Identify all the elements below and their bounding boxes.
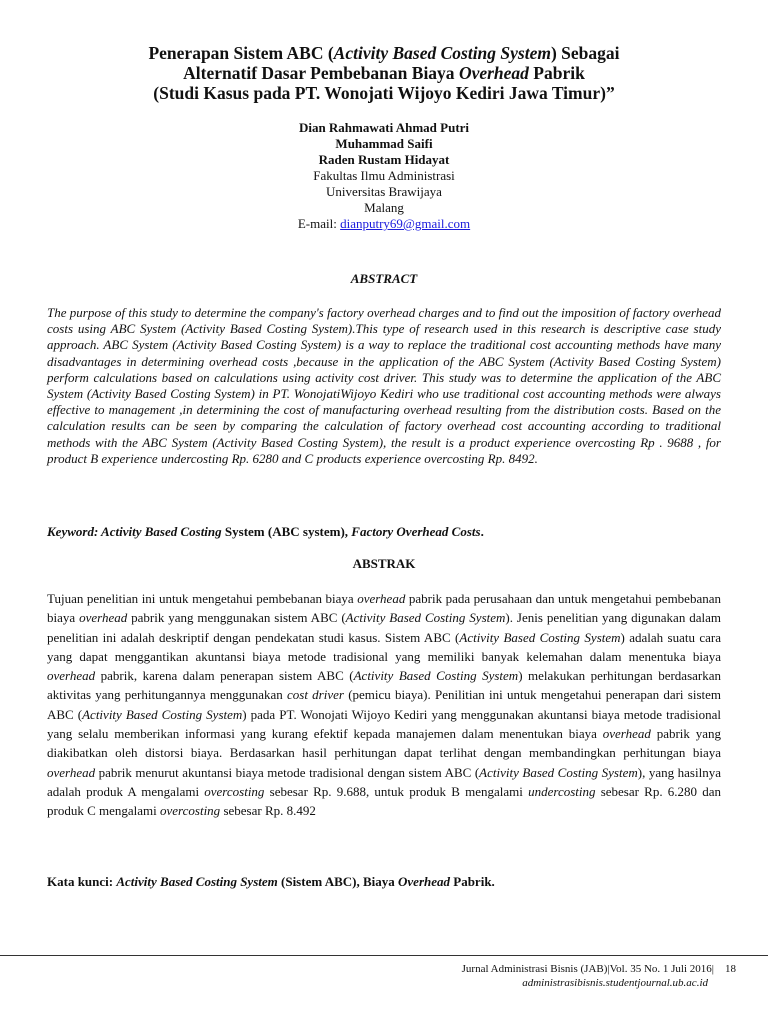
email-link[interactable]: dianputry69@gmail.com: [340, 216, 471, 231]
author-name: Muhammad Saifi: [335, 136, 433, 151]
italic-term: overcosting: [204, 783, 265, 799]
text-run: ) adalah suatu cara yang dapat menggantikan akuntansi biaya metode tradisional yang memiliki banyak kelemahan dalam menentuka biaya: [47, 629, 721, 664]
italic-term: overcosting: [160, 803, 221, 819]
keyword-line: Keyword: Activity Based Costing System (ABC system), Factory Overhead Costs.: [47, 524, 484, 539]
title-line-1: Penerapan Sistem ABC (Activity Based Costing System) Sebagai: [148, 43, 620, 63]
text-run: ). Jenis penelitian yang digunakan dalam penelitian ini adalah deskriptif dengan pendekatan studi kasus. Sistem ABC (: [47, 610, 722, 645]
title-line-2: Alternatif Dasar Pembebanan Biaya Overhead Pabrik: [183, 63, 585, 83]
italic-term: Activity Based Costing System: [82, 706, 243, 722]
text-run: ) pada PT. Wonojati Wijoyo Kediri yang menggunakan akuntansi biaya metode tradisional yang selalu memberikan informasi yang kurang efektif kepada manajemen dalam menentukan biaya: [47, 706, 721, 742]
text-run: pabrik, karena dalam penerapan sistem ABC (: [95, 668, 354, 684]
italic-term: undercosting: [528, 783, 596, 799]
italic-term: Activity Based Costing System: [459, 629, 621, 645]
page-number: 18: [725, 963, 736, 975]
text-run: pabrik pada perusahaan dan untuk mengetahui pembebanan biaya: [47, 591, 721, 626]
italic-term: cost driver: [287, 687, 344, 703]
footer-divider: [0, 955, 768, 956]
affiliation-line: Malang: [364, 200, 404, 215]
italic-term: overhead: [602, 726, 651, 742]
italic-term: Activity Based Costing System: [353, 668, 519, 684]
italic-term: overhead: [79, 610, 128, 626]
text-run: ), yang hasilnya adalah produk A mengalami: [47, 764, 721, 799]
author-block: [60, 120, 708, 232]
affiliation-line: Universitas Brawijaya: [326, 184, 442, 199]
kata-kunci-line: Kata kunci: Activity Based Costing System (Sistem ABC), Biaya Overhead Pabrik.: [47, 874, 495, 889]
abstrak-heading: ABSTRAK: [352, 556, 416, 571]
journal-website: administrasibisnis.studentjournal.ub.ac.id: [522, 977, 708, 989]
text-run: pabrik yang menggunakan sistem ABC (: [127, 610, 346, 626]
title-line-3: (Studi Kasus pada PT. Wonojati Wijoyo Kediri Jawa Timur)”: [153, 83, 615, 103]
page-footer: [462, 962, 736, 990]
paper-title: [60, 43, 708, 103]
text-run: sebesar Rp. 6.280 dan produk C mengalami: [47, 783, 721, 819]
text-run: (pemicu biaya). Penilitian ini untuk mengetahui penerapan dari sistem ABC (: [47, 687, 721, 722]
text-run: pabrik yang diakibatkan oleh distorsi biaya. Berdasarkan hasil perhitungan dapat terlihat dengan membandingkan perhitungan biaya: [47, 726, 722, 761]
abstrak-body: [47, 589, 721, 821]
author-name: Dian Rahmawati Ahmad Putri: [298, 120, 470, 135]
text-run: pabrik menurut akuntansi biaya metode tradisional dengan sistem ABC (: [95, 764, 480, 780]
italic-term: Activity Based Costing System: [479, 764, 638, 780]
email-line: E-mail: dianputry69@gmail.com: [297, 216, 471, 231]
journal-citation: Jurnal Administrasi Bisnis (JAB)|Vol. 35 No. 1 Juli 2016|: [461, 963, 714, 975]
text-run: sebesar Rp. 8.492: [220, 803, 316, 819]
author-name: Raden Rustam Hidayat: [318, 152, 450, 167]
italic-term: overhead: [357, 591, 406, 606]
affiliation-line: Fakultas Ilmu Administrasi: [313, 168, 455, 183]
abstract-heading: ABSTRACT: [350, 271, 418, 286]
abstract-body: The purpose of this study to determine the company's factory overhead charges and to find out the imposition of factory overhead costs using ABC System (Activity Based Costing System).This type of research used in this research is descriptive case study approach. ABC System (Activity Based Costing System) is a way to replace the traditional cost accounting methods have many disadvantages in determining overhead costs ,because in the application of the ABC System (Activity Based Costing System) perform calculations based on calculations using activity cost driver. This study was to determine the application of the ABC System (Activity Based Costing System) in PT. WonojatiWijoyo Kediri who use traditional cost accounting methods were always effective to management ,in determining the cost of manufacturing overhead resulting from the distribution costs. Based on the calculation results can be seen by comparing the calculation of factory overhead cost accounting according to traditional methods with the ABC System (Activity Based Costing System), the result is a product experience overcosting Rp . 9688 , for product B experience undercosting Rp. 6280 and C products experience overcosting Rp. 8492.: [47, 305, 721, 466]
italic-term: overhead: [47, 668, 96, 684]
text-run: ) melakukan perhitungan berdasarkan aktivitas yang perhitungannya menggunakan: [47, 668, 721, 703]
text-run: Tujuan penelitian ini untuk mengetahui pembebanan biaya: [47, 591, 358, 606]
text-run: sebesar Rp. 9.688, untuk produk B mengalami: [264, 783, 529, 799]
italic-term: Activity Based Costing System: [345, 610, 506, 626]
footer-journal-line: [462, 962, 736, 976]
italic-term: overhead: [47, 764, 96, 780]
